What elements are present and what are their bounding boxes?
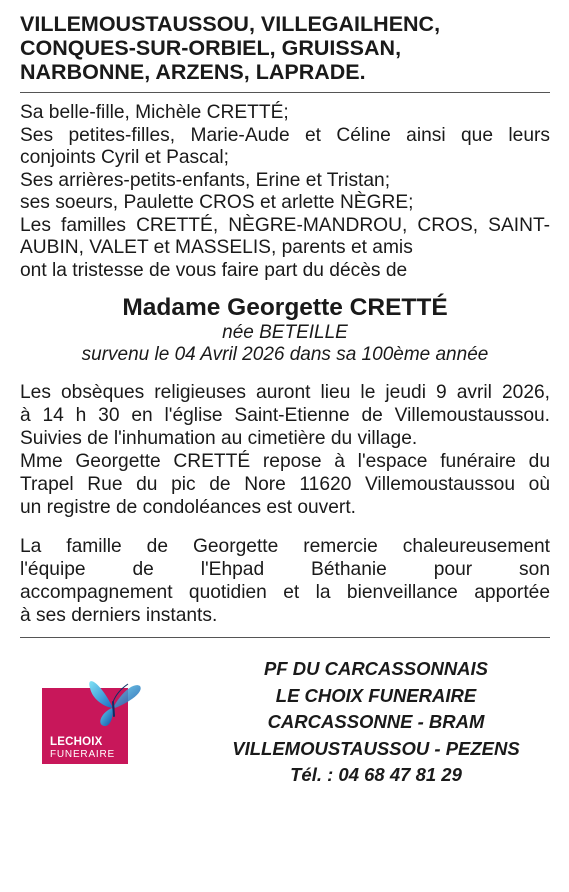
family-line: ont la tristesse de vous faire part du décès de (20, 259, 408, 281)
ceremony-line: Les obsèques religieuses auront lieu le jeudi 9 avril 2026, (20, 382, 550, 403)
logo-wordmark: LECHOIX (50, 736, 103, 748)
funeral-home-line: PF DU CARCASSONNAIS (263, 658, 489, 679)
family-line: Ses arrières-petits-enfants, Erine et Tristan; (20, 169, 391, 191)
header-line: NARBONNE, ARZENS, LAPRADE. (20, 60, 366, 84)
header-line: VILLEMOUSTAUSSOU, VILLEGAILHENC, (20, 12, 441, 36)
family-announcement (20, 102, 550, 282)
funeral-home-phone: Tél. : 04 68 47 81 29 (290, 764, 462, 785)
butterfly-icon (82, 672, 148, 732)
family-line: Sa belle-fille, Michèle CRETTÉ; (20, 102, 289, 123)
birth-name: née BETEILLE (222, 322, 348, 343)
ceremony-line: Mme Georgette CRETTÉ repose à l'espace funéraire du (20, 451, 550, 472)
ceremony-line: un registre de condoléances est ouvert. (20, 497, 356, 518)
funeral-home-line: CARCASSONNE - BRAM (267, 711, 485, 732)
top-divider (20, 92, 550, 93)
obituary-notice (20, 12, 550, 788)
ceremony-details (20, 381, 550, 519)
funeral-home-info (220, 656, 532, 789)
death-date-line: survenu le 04 Avril 2026 dans sa 100ème année (81, 343, 489, 365)
thanks-line: La famille de Georgette remercie chaleureusement (20, 536, 550, 557)
family-line: Les familles CRETTÉ, NÈGRE-MANDROU, CROS, SAINT- (20, 214, 550, 236)
thanks-line: l'équipe de l'Ehpad Béthanie pour son (20, 559, 550, 580)
thanks-message (20, 535, 550, 627)
thanks-line: à ses derniers instants. (20, 605, 218, 626)
funeral-home-line: LE CHOIX FUNERAIRE (275, 684, 477, 706)
footer (20, 638, 550, 788)
locations-header (20, 12, 550, 84)
family-line: AUBIN, VALET et MASSELIS, parents et amis (20, 237, 413, 258)
funeral-home-line: VILLEMOUSTAUSSOU - PEZENS (232, 737, 520, 759)
ceremony-line: Trapel Rue du pic de Nore 11620 Villemoustaussou où (20, 474, 550, 495)
logo-subtitle: FUNERAIRE (50, 749, 115, 760)
family-line: conjoints Cyril et Pascal; (20, 147, 230, 168)
thanks-line: accompagnement quotidien et la bienveillance apportée (20, 582, 550, 603)
deceased-name: Madame Georgette CRETTÉ (122, 294, 448, 321)
ceremony-line: à 14 h 30 en l'église Saint-Etienne de Villemoustaussou. (20, 405, 550, 426)
le-choix-funeraire-logo (42, 678, 146, 766)
family-line: Ses petites-filles, Marie-Aude et Céline ainsi que leurs (20, 124, 550, 146)
ceremony-line: Suivies de l'inhumation au cimetière du village. (20, 428, 418, 449)
family-line: ses soeurs, Paulette CROS et arlette NÈGRE; (20, 192, 414, 213)
header-line: CONQUES-SUR-ORBIEL, GRUISSAN, (20, 36, 402, 60)
